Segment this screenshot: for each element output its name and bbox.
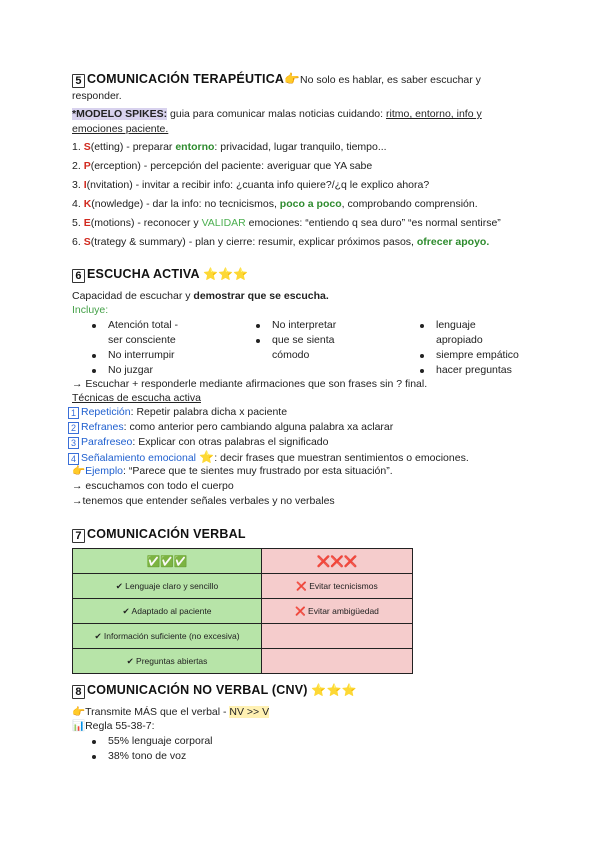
whole-body-line: → escuchamos con todo el cuerpo [72,480,234,492]
item-letter: K [83,198,92,210]
includes-label: Incluye: [72,304,109,316]
spikes-model-line [72,108,482,121]
bar-chart-icon: 📊 [72,720,86,732]
section-5-heading [72,73,300,88]
number-box-icon: 1 [68,407,79,419]
number-box-icon: 4 [68,453,79,465]
item-text: (etting) - preparar [90,141,176,153]
item-text: (erception) - percepción del paciente: averiguar que YA sabe [90,160,373,172]
techniques-title: Técnicas de escucha activa [72,392,201,404]
bullet-dot [92,755,96,759]
item-letter: P [83,160,91,172]
nonverbal-highlight: NV >> V [229,706,270,718]
bullet-dot [420,354,424,358]
technique-text: : decir frases que muestran sentimientos o emociones. [214,452,469,464]
spikes-item [72,141,387,154]
item-number: 5. [72,217,84,229]
item-number: 4. [72,198,84,210]
nonverbal-line-1 [72,706,269,719]
technique-item [68,421,393,434]
bad-cell [262,624,413,649]
include-item: Atención total - [108,319,179,331]
item-number: 2. [72,160,84,172]
section-number: 5 [72,74,85,88]
bad-cell: ❌ Evitar ambigüedad [262,599,413,624]
item-letter: S [83,236,91,248]
item-highlight: VALIDAR [201,217,246,229]
include-item: apropiado [436,334,483,346]
listen-respond-line: → Escuchar + responderle mediante afirmaciones que son frases sin ? final. [72,378,428,390]
item-letter: E [83,217,91,229]
bad-cell [262,649,413,674]
bullet-dot [92,354,96,358]
model-underline-cont: emociones paciente. [72,123,169,135]
item-text: (trategy & summary) - plan y cierre: resumir, explicar próximos pasos, [90,236,417,248]
include-item: No juzgar [108,364,153,376]
bullet-dot [92,324,96,328]
example-label: Ejemplo [85,465,124,477]
technique-name: Parafreseo [81,436,133,448]
model-underline: ritmo, entorno, info y [386,108,482,120]
rule-line [72,720,155,733]
capacity-text: Capacidad de escuchar y [72,290,194,302]
item-text: (nvitation) - invitar a recibir info: ¿cuanta info quiere?/¿q le explico ahora? [86,179,430,191]
good-cell: ✔ Preguntas abiertas [73,649,262,674]
include-item: que se sienta [272,334,335,346]
good-cell: ✔ Lenguaje claro y sencillo [73,574,262,599]
bullet-dot [92,740,96,744]
technique-text: : como anterior pero cambiando alguna palabra xa aclarar [123,421,394,433]
include-item: No interrumpir [108,349,175,361]
item-text-end: : privacidad, lugar tranquilo, tiempo... [214,141,387,153]
spikes-item [72,217,501,230]
example-line [72,465,393,478]
item-text: (nowledge) - dar la info: no tecnicismos, [91,198,280,210]
intro-line-1: No solo es hablar, es saber escuchar y [300,74,481,86]
item-number: 1. [72,141,84,153]
section-number: 7 [72,529,85,543]
verbal-communication-table [72,548,413,674]
technique-item [68,436,328,449]
bullet-dot [256,339,260,343]
bad-header: ❌❌❌ [262,549,413,574]
bullet-dot [420,369,424,373]
technique-text: : Explicar con otras palabras el significado [132,436,329,448]
model-label: *MODELO SPIKES: [72,108,168,120]
item-highlight: entorno [175,141,215,153]
item-number: 6. [72,236,84,248]
spikes-item [72,179,429,192]
pointing-hand-icon: 👉 [72,706,86,718]
example-text: : “Parece que te sientes muy frustrado por esta situación”. [123,465,393,477]
item-letter: S [83,141,91,153]
item-highlight: poco a poco [279,198,342,210]
item-highlight: ofrecer apoyo. [416,236,490,248]
item-letter: I [83,179,87,191]
include-item: cómodo [272,349,310,361]
good-cell: ✔ Información suficiente (no excesiva) [73,624,262,649]
section-7-heading [72,528,246,543]
include-item: No interpretar [272,319,337,331]
model-text: guia para comunicar malas noticias cuidando: [170,108,384,120]
intro-line-2: responder. [72,90,122,102]
item-number: 3. [72,179,84,191]
good-header: ✅✅✅ [73,549,262,574]
technique-text: : Repetir palabra dicha x paciente [130,406,288,418]
section-number: 6 [72,269,85,283]
bullet-dot [92,369,96,373]
section-title: COMUNICACIÓN NO VERBAL (CNV) [87,683,308,697]
capacity-line [72,290,329,303]
item-text-end: emociones: “entiendo q sea duro” “es normal sentirse” [245,217,501,229]
section-6-heading [72,268,248,283]
rule-bullet: 55% lenguaje corporal [108,735,213,747]
section-8-heading [72,684,357,699]
include-item: ser consciente [108,334,176,346]
spikes-item [72,236,489,249]
bullet-dot [420,324,424,328]
section-title: ESCUCHA ACTIVA [87,267,200,281]
technique-name: Repetición [81,406,131,418]
technique-name: Señalamiento emocional [81,452,196,464]
item-text: (motions) - reconocer y [90,217,202,229]
bullet-dot [256,324,260,328]
star-icons: ⭐⭐⭐ [202,267,249,281]
spikes-item [72,198,478,211]
include-item: hacer preguntas [436,364,512,376]
include-item: lenguaje [436,319,476,331]
rule-text: Regla 55-38-7: [85,720,155,732]
signals-line: →tenemos que entender señales verbales y no verbales [72,495,335,507]
star-icons: ⭐⭐⭐ [311,683,357,697]
spikes-item [72,160,372,173]
number-box-icon: 3 [68,437,79,449]
technique-name: Refranes [81,421,124,433]
good-cell: ✔ Adaptado al paciente [73,599,262,624]
technique-item [68,451,469,465]
include-item: siempre empático [436,349,519,361]
section-title: COMUNICACIÓN TERAPÉUTICA [87,72,285,86]
nonverbal-text: Transmite MÁS que el verbal - [85,706,230,718]
section-title: COMUNICACIÓN VERBAL [87,527,246,541]
star-icon: ⭐ [196,450,215,464]
technique-item [68,406,287,419]
bad-cell: ❌ Evitar tecnicismos [262,574,413,599]
section-number: 8 [72,685,85,699]
rule-bullet: 38% tono de voz [108,750,187,762]
pointing-hand-icon: 👉 [284,72,300,86]
pointing-hand-icon: 👉 [72,465,86,477]
item-text-end: , comprobando comprensión. [341,198,478,210]
number-box-icon: 2 [68,422,79,434]
capacity-bold: demostrar que se escucha. [193,290,329,302]
